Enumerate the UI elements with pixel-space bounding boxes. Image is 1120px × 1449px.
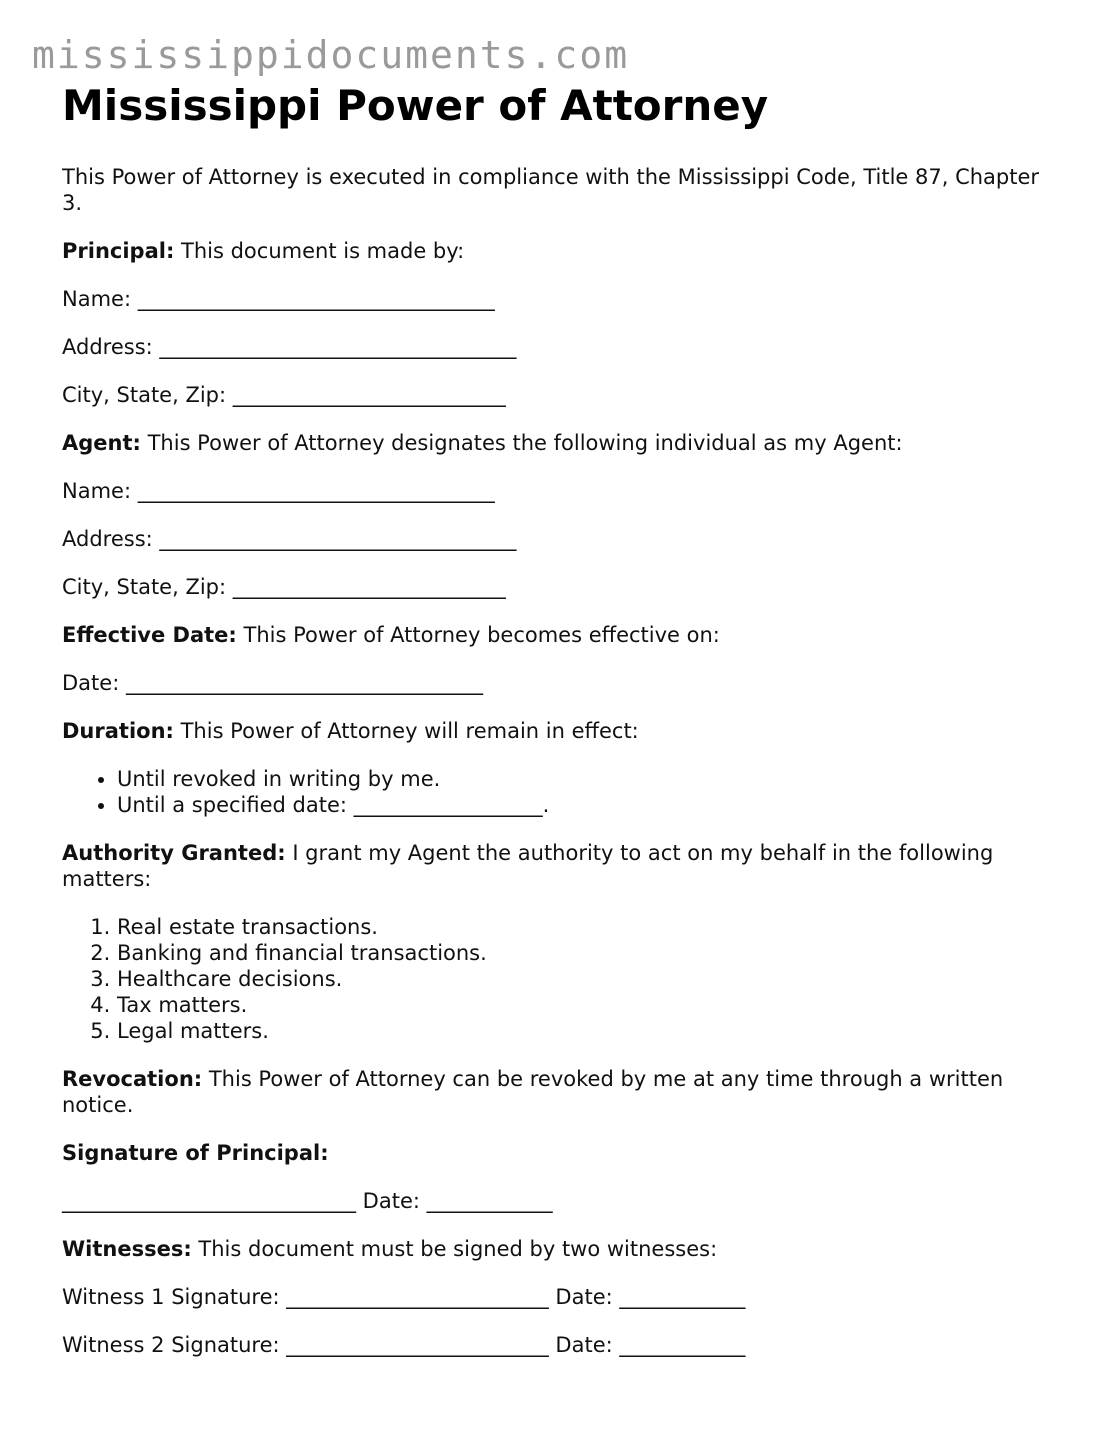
- principal-address-field[interactable]: Address: __________________________________: [62, 335, 517, 359]
- site-watermark: mississippidocuments.com: [32, 33, 630, 77]
- duration-option: • Until revoked in writing by me.: [117, 766, 1062, 792]
- authority-text: I grant my Agent the authority to act on my behalf in the following matters:: [62, 841, 994, 891]
- agent-city-field[interactable]: City, State, Zip: __________________________: [62, 575, 506, 599]
- revocation-text: This Power of Attorney can be revoked by me at any time through a written notice.: [62, 1067, 1004, 1117]
- duration-section: [62, 718, 1062, 744]
- document-title: Mississippi Power of Attorney: [62, 81, 769, 130]
- effective-date-section: [62, 622, 1062, 648]
- witness-1-signature-field[interactable]: Witness 1 Signature: _________________________ Date: ____________: [62, 1285, 746, 1309]
- document-page: [62, 82, 1062, 1358]
- agent-address-field[interactable]: Address: __________________________________: [62, 527, 517, 551]
- witnesses-text: This document must be signed by two witnesses:: [191, 1237, 718, 1261]
- duration-text: This Power of Attorney will remain in effect:: [173, 719, 639, 743]
- signature-section: [62, 1140, 1062, 1166]
- duration-heading: Duration:: [62, 719, 174, 743]
- agent-text: This Power of Attorney designates the following individual as my Agent:: [140, 431, 903, 455]
- agent-section: [62, 430, 1062, 456]
- revocation-heading: Revocation:: [62, 1067, 203, 1091]
- intro-paragraph: This Power of Attorney is executed in compliance with the Mississippi Code, Title 87, Chapter 3.: [62, 165, 1040, 215]
- effective-date-heading: Effective Date:: [62, 623, 237, 647]
- authority-item: 2. Banking and financial transactions.: [117, 940, 1062, 966]
- effective-date-text: This Power of Attorney becomes effective on:: [236, 623, 720, 647]
- authority-item: 4. Tax matters.: [117, 992, 1062, 1018]
- authority-heading: Authority Granted:: [62, 841, 286, 865]
- principal-city-field[interactable]: City, State, Zip: __________________________: [62, 383, 506, 407]
- principal-name-field[interactable]: Name: __________________________________: [62, 287, 495, 311]
- principal-text: This document is made by:: [174, 239, 465, 263]
- duration-list: [62, 766, 1062, 818]
- authority-item: 5. Legal matters.: [117, 1018, 1062, 1044]
- effective-date-field[interactable]: Date: __________________________________: [62, 671, 483, 695]
- witness-2-signature-field[interactable]: Witness 2 Signature: _________________________ Date: ____________: [62, 1333, 746, 1357]
- signature-heading: Signature of Principal:: [62, 1141, 329, 1165]
- witnesses-heading: Witnesses:: [62, 1237, 192, 1261]
- agent-heading: Agent:: [62, 431, 141, 455]
- authority-section: [62, 840, 1062, 892]
- principal-signature-field[interactable]: ____________________________ Date: ____________: [62, 1189, 553, 1213]
- duration-option[interactable]: • Until a specified date: __________________.: [117, 792, 1062, 818]
- principal-heading: Principal:: [62, 239, 175, 263]
- authority-item: 1. Real estate transactions.: [117, 914, 1062, 940]
- authority-item: 3. Healthcare decisions.: [117, 966, 1062, 992]
- witnesses-section: [62, 1236, 1062, 1262]
- agent-name-field[interactable]: Name: __________________________________: [62, 479, 495, 503]
- principal-section: [62, 238, 1062, 264]
- revocation-section: [62, 1066, 1062, 1118]
- authority-list: [62, 914, 1062, 1044]
